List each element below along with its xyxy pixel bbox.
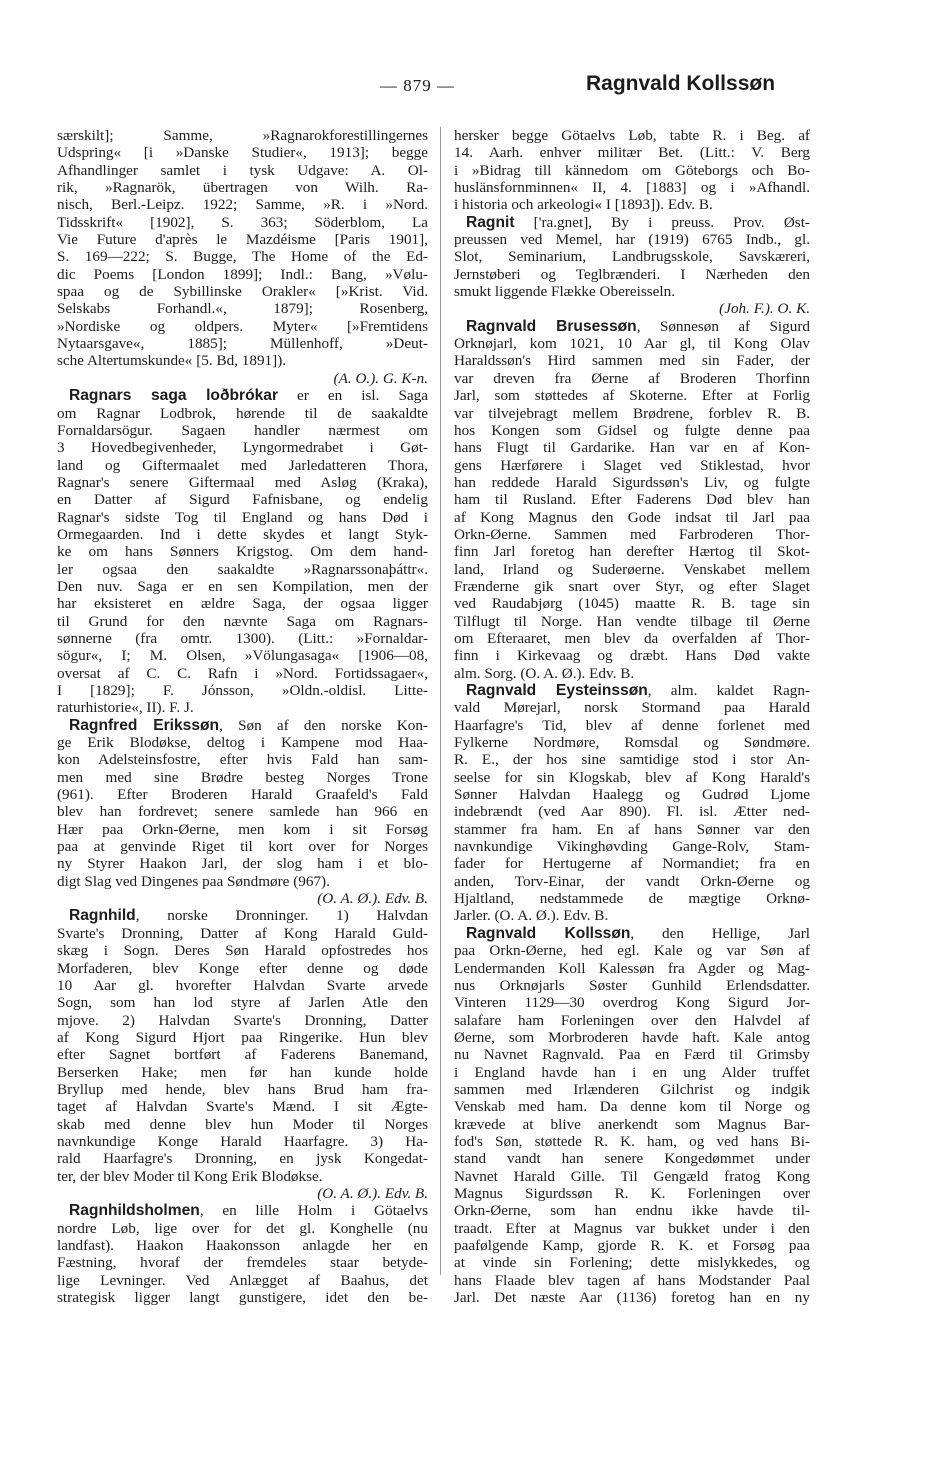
text-line: navnkundige Vikinghøvding Gange-Rolv, Stam- [454,838,810,856]
text-line: Ragnvald Brusessøn, Sønnesøn af Sigurd [466,317,810,335]
text-line: Fornaldarsögur. Sagaen handler nærmest om [57,421,428,439]
text-line: men med sine Brødre besteg Norges Trone [57,768,428,786]
text-line: Jernstøberi og Teglbrænderi. I Nærheden den [454,265,810,283]
text-line: Morfaderen, blev Konge efter denne og døde [57,959,428,977]
text-line: at vinde sin Forlening; dette mislykkedes, og [454,1254,810,1272]
text-line: Lendermanden Koll Kalessøn fra Agder og Mag- [454,959,810,977]
text-line: Hjaltland, nedstammede de mægtige Orknø- [454,890,810,908]
text-line: finn Jarl foretog han derefter Hærtog til Skot- [454,543,810,561]
page-number: — 879 — [380,76,455,95]
text-line: Ragnhildsholmen, en lille Holm i Götaelvs [69,1202,428,1220]
text-line: om Ragnar Lodbrok, hørende til de saakaldte [57,404,428,422]
text-line: en Datter af Sigurd Fafnisbane, og endelig [57,491,428,509]
text-line: Ragnars saga loðbrókar er en isl. Saga [69,387,428,405]
text-line: Tilflugt til Norge. Han vendte tilbage til Øerne [454,612,810,630]
text-line: Den nuv. Saga er en sen Kompilation, men der [57,577,428,595]
text-line: Orkn-Øerne, som han endnu ikke havde til- [454,1202,810,1220]
column-divider [440,127,441,1275]
text-line: vald Mørejarl, norsk Stormand paa Harald [454,699,810,717]
running-head: Ragnvald Kollssøn [586,72,776,95]
text-line: Haraldssøn's Hird sammen med sin Fader, der [454,352,810,370]
text-line: i »Bidrag till kännedom om Göteborgs och Bo- [454,161,810,179]
text-line: Orknøjarl, kom 1021, 10 Aar gl, til Kong Olav [454,335,810,353]
text-line: blev han fordrevet; senere samlede han 966 en [57,803,428,821]
text-line: Ragnvald Eysteinssøn, alm. kaldet Ragn- [466,682,810,699]
text-line: (O. A. Ø.). Edv. B. [317,890,428,908]
text-line: Jarl. Det næste Aar (1136) foretog han en ny [454,1289,810,1307]
text-line: Venskab med ham. Da denne kom til Norge og [454,1098,810,1116]
text-line: indebrændt (ved Aar 890). Fl. isl. Ætter ned- [454,803,810,821]
text-line: stammer fra ham. En af hans Sønner var den [454,820,810,838]
text-line: sønnerne (fra omtr. 1300). (Litt.: »Fornaldar- [57,629,428,647]
text-line: land og Giftermaalet med Jarledatteren Thora, [57,456,428,474]
text-line: paa Orkn-Øerne, hed egl. Kale og var Søn af [454,942,810,960]
text-line: digt Slag ved Dingenes paa Søndmøre (967). [57,872,330,890]
text-line: Øerne, som Morbroderen havde haft. Kale antog [454,1028,810,1046]
text-line: (Joh. F.). O. K. [719,300,810,318]
text-line: navnkundige Konge Harald Haarfagre. 3) Ha- [57,1132,428,1150]
text-line: 3 Hovedbegivenheder, Lyngormedrabet i Gøt- [57,439,428,457]
text-line: ved Raudabjørg (1045) maatte R. B. tage sin [454,595,810,613]
text-line: Vie Future d'après le Mazdéisme [Paris 1901], [57,231,428,249]
text-line: finn i Kirkevaag og dræbt. Hans Død vakte [454,647,810,665]
text-line: Ragnfred Erikssøn, Søn af den norske Kon- [69,716,428,734]
text-line: ny Styrer Haakon Jarl, der slog ham i et blo- [57,855,428,873]
text-line: Udspring« [i »Danske Studier«, 1913]; begge [57,144,428,162]
text-line: salafare ham Forleningen over den Halvdel af [454,1011,810,1029]
text-line: Svarte's Dronning, Datter af Kong Harald Guld- [57,924,428,942]
text-line: raturhistorie«, II). F. J. [57,699,194,717]
entry-headword: Ragnvald Brusessøn [466,317,637,335]
text-line: huslänsfornminnen« II, 4. [1883] og i »Afhandl. [454,179,810,197]
text-line: Ragnit ['ra.gnet], By i preuss. Prov. Øst- [466,213,810,231]
text-line: krævede at blive anerkendt som Magnus Bar- [454,1115,810,1133]
text-line: paafølgende Kamp, gjorde R. K. et Forsøg paa [454,1237,810,1254]
text-line: har eksisteret en ældre Saga, der ogsaa ligger [57,595,428,613]
text-line: ler ogsaa den saakaldte »Ragnarssonaþáttr«. [57,560,428,578]
text-line: smukt liggende Flække Obereisseln. [454,283,676,301]
text-line: Ormegaarden. Ind i dette skydes et langt Styk- [57,525,428,543]
text-line: Hær paa Orkn-Øerne, men kom i sit Forsøg [57,820,428,838]
text-line: fader for Hertugerne af Normandiet; fra en [454,855,810,873]
left-column [57,127,428,1306]
text-line: Magnus Sigurdssøn R. K. Forleningen over [454,1184,810,1202]
text-line: dic Poems [London 1899]; Indl.: Bang, »Vølu- [57,265,428,283]
text-line: var tilvejebragt mellem Brødrene, forblev R. B. [454,404,810,422]
text-line: preussen ved Memel, har (1919) 6765 Indb., gl. [454,231,810,249]
text-line: ter, der blev Moder til Kong Erik Blodøkse. [57,1167,323,1185]
text-line: Bryllup med hende, blev hans Brud ham fra- [57,1080,428,1098]
text-line: Tidsskrift« [1902], S. 363; Söderblom, La [57,213,428,231]
text-line: nordre Løb, lige over for det gl. Konghelle (nu [57,1219,428,1237]
text-line: (961). Efter Broderen Harald Graafeld's Fald [57,786,428,804]
text-line: hans Flaade blev tagen af hans Modstander Paal [454,1271,810,1289]
right-column [454,127,810,1306]
entry-headword: Ragnhild [69,907,136,925]
text-line: paa at genvinde Riget til kort over for Norges [57,838,428,856]
text-line: anden, Torv-Einar, der vandt Orkn-Øerne og [454,872,810,890]
text-line: nus Orknøjarls Søster Gunhild Erlendsdatter. [454,976,810,994]
text-line: var dreven fra Øerne af Broderen Thorfinn [454,369,810,387]
text-line: særskilt]; Samme, »Ragnarokforestillingernes [57,127,428,144]
text-line: Nytaarsgave«, 1885]; Müllenhoff, »Deut- [57,335,428,353]
text-line: Fæstning, hvoraf der fremdeles staar betyde- [57,1254,428,1272]
text-line: Selskabs Forhandl.«, 1879]; Rosenberg, [57,300,428,318]
entry-headword: Ragnars saga loðbrókar [69,387,279,405]
text-line: sammen med Irlænderen Gilchrist og indgik [454,1080,810,1098]
text-line: skab med denne blev hun Moder til Norges [57,1115,428,1133]
text-line: Frænderne gik snart over Styr, og efter Slaget [454,577,810,595]
entry-headword: Ragnfred Erikssøn [69,716,220,734]
text-line: Berserken Hake; men før han kunde holde [57,1063,428,1081]
text-line: rald Haarfagre's Dronning, en jysk Kongedat- [57,1150,428,1168]
text-line: hans Flugt til Gardarike. Han var en af Kon- [454,439,810,457]
text-line: Slot, Seminarium, Landbrugsskole, Savskæreri, [454,248,810,266]
text-line: sögur«, I; M. Olsen, »Völungasaga« [1906—08, [57,647,428,665]
text-line: landfast). Haakon Haakonsson anlagde her en [57,1237,428,1254]
text-line: Ragnar's senere Giftermaal med Asløg (Kraka), [57,473,428,491]
text-line: Sogn, som han lod styre af Jarlen Atle den [57,994,428,1012]
text-line: efter Sagnet bortført af Faderens Banemand, [57,1046,428,1064]
text-line: ke om hans Sønners Krigstog. Om dem hand- [57,543,428,561]
text-line: gens Hærførere i Slaget ved Stiklestad, hvor [454,456,810,474]
entry-headword: Ragnhildsholmen [69,1202,200,1220]
entry-headword: Ragnvald Eysteinssøn [466,682,648,699]
text-line: af Kong Sigurd Hjort paa Ringerike. Hun blev [57,1028,428,1046]
text-line: taget af Halvdan Svarte's Mænd. I sit Ægte- [57,1098,428,1116]
text-line: »Nordiske og oldpers. Myter« [»Fremtidens [57,317,428,335]
text-line: i historia och arkeologi« I [1893]). Edv. B. [454,196,713,214]
text-line: sche Altertumskunde« [5. Bd, 1891]). [57,352,287,370]
text-line: ham til Rusland. Efter Faderens Død blev han [454,491,810,509]
text-line: kon Adelsteinsfostre, efter hvis Fald han sam- [57,751,428,769]
text-line: han reddede Harald Sigurdssøn's Liv, og fulgte [454,473,810,491]
text-line: hos Kongen som Gidsel og fulgte denne paa [454,421,810,439]
text-line: nisch, Berl.-Leipz. 1922; Samme, »R. i »Nord. [57,196,428,214]
text-line: Ragnhild, norske Dronninger. 1) Halvdan [69,907,428,925]
text-line: fod's Søn, støttede R. K. ham, og ved hans Bi- [454,1132,810,1150]
text-line: Jarl, som støttedes af Skoterne. Efter at Forlig [454,387,810,405]
text-line: seelse for sin Klogskab, blev af Kong Harald's [454,768,810,786]
text-line: oversat af C. C. Rafn i »Nord. Fortidssagaer«, [57,664,428,682]
text-line: skæg i Sogn. Deres Søn Harald opfostredes hos [57,942,428,960]
text-line: mjove. 2) Halvdan Svarte's Dronning, Datter [57,1011,428,1029]
text-line: land, Irland og Suderøerne. Venskabet mellem [454,560,810,578]
text-line: alm. Sorg. (O. A. Ø.). Edv. B. [454,664,635,682]
text-line: Orkn-Øerne. Sammen med Farbroderen Thor- [454,525,810,543]
text-line: 10 Aar gl. hvorefter Halvdan Svarte arvede [57,976,428,994]
text-line: i England havde han i en ung Alder truffet [454,1063,810,1081]
text-line: 14. Aarh. enhver militær Bet. (Litt.: V. Berg [454,144,810,162]
text-line: ge Erik Blodøkse, deltog i Kampene mod Haa- [57,734,428,752]
text-line: til Grund for den nævnte Saga om Ragnars- [57,612,428,630]
text-line: stand vandt han senere Kongedømmet under [454,1150,810,1168]
text-line: af Kong Magnus den Gode indsat til Jarl paa [454,508,810,526]
entry-headword: Ragnvald Kollssøn [466,924,631,942]
entry-headword: Ragnit [466,213,515,231]
text-line: I [1829]; F. Jónsson, »Oldn.-oldisl. Litte- [57,682,428,699]
text-line: Ragnvald Kollssøn, den Hellige, Jarl [466,924,810,942]
text-line: traadt. Efter at Magnus var bukket under i den [454,1219,810,1237]
text-line: Sønner Halvdan Haalegg og Gudrød Ljome [454,786,810,804]
text-line: hersker begge Götaelvs Løb, tabte R. i Beg. af [454,127,810,144]
text-line: Ragnar's sidste Tog til England og hans Død i [57,508,428,526]
text-line: R. E., der hos sine samtidige stod i stor An- [454,751,810,769]
text-line: Jarler. (O. A. Ø.). Edv. B. [454,907,609,925]
text-line: spaa og de Sybillinske Orakler« [»Krist. Vid. [57,283,428,301]
text-line: (A. O.). G. K-n. [333,369,428,387]
text-line: Fylkerne Nordmøre, Romsdal og Søndmøre. [454,734,810,752]
text-line: om Efteraaret, men blev da overfalden af Thor- [454,629,810,647]
text-line: lige Levninger. Ved Anlægget af Baahus, det [57,1271,428,1289]
text-line: Navnet Harald Gille. Til Gengæld fratog Kong [454,1167,810,1185]
text-line: Vinteren 1129—30 overdrog Kong Sigurd Jor- [454,994,810,1012]
text-line: strategisk ligger langt gunstigere, idet den be- [57,1289,428,1307]
text-line: Afhandlinger samlet i tysk Udgave: A. Ol- [57,161,428,179]
text-line: nu Navnet Ragnvald. Paa en Færd til Grimsby [454,1046,810,1064]
text-line: Haarfagre's Tid, blev af denne forlenet med [454,716,810,734]
text-line: S. 169—222; S. Bugge, The Home of the Ed- [57,248,428,266]
text-line: rik, »Ragnarök, übertragen von Wilh. Ra- [57,179,428,197]
text-line: (O. A. Ø.). Edv. B. [317,1184,428,1202]
